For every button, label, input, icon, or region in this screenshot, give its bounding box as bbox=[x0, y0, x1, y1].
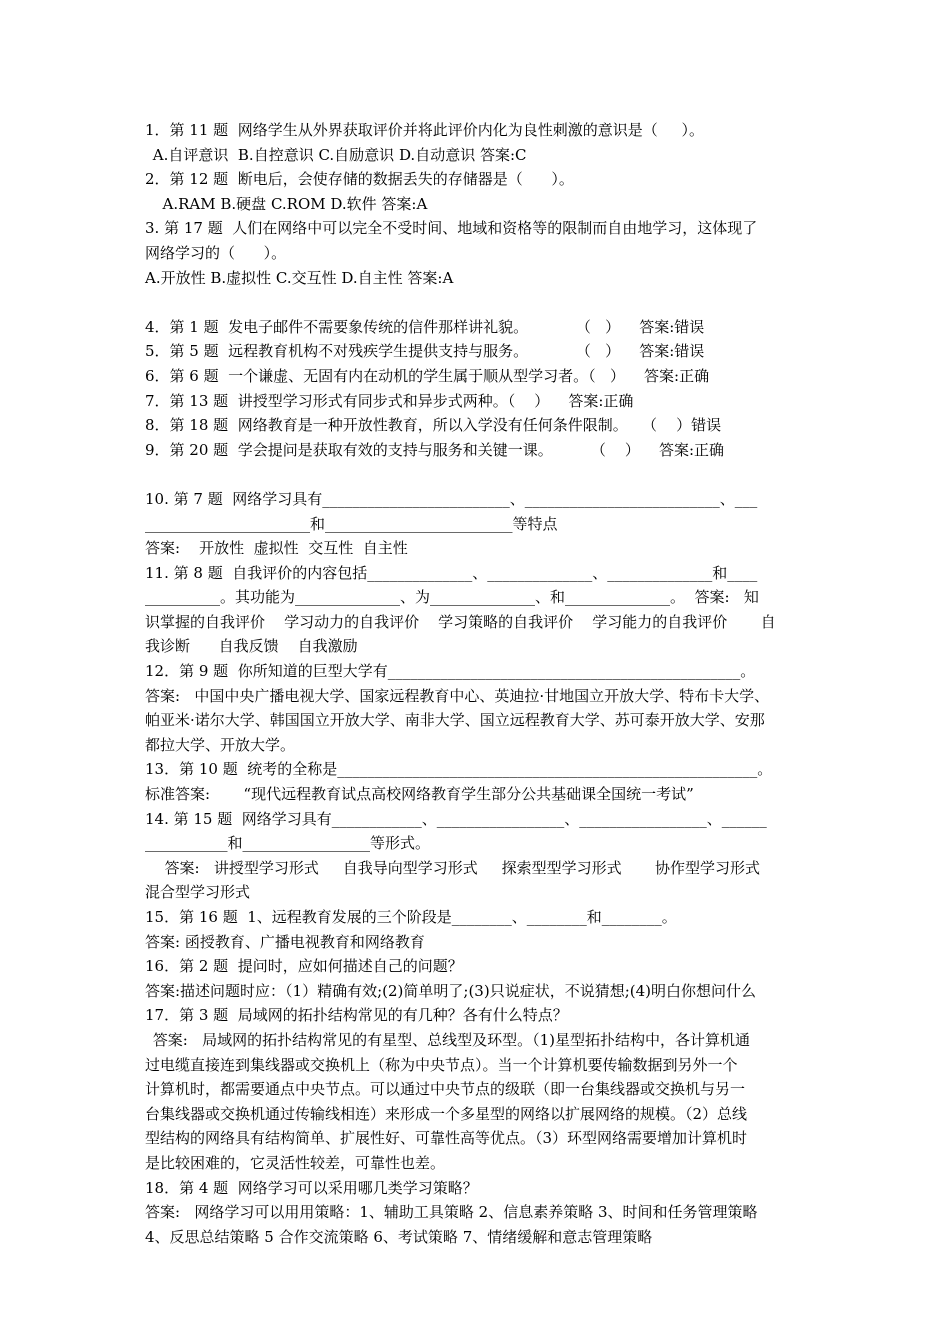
question-1-options: A.自评意识 B.自控意识 C.自励意识 D.自动意识 答案:C bbox=[148, 145, 527, 164]
document-body bbox=[145, 118, 810, 1249]
question-2-line: 2．第 12 题 断电后，会使存储的数据丢失的存储器是（ ）。 bbox=[145, 170, 574, 189]
question-9-line: 9．第 20 题 学会提问是获取有效的支持与服务和关键一课。 （ ） 答案:正确 bbox=[145, 440, 725, 459]
question-13-line: 13．第 10 题 统考的全称是________________________________________________________。 bbox=[145, 760, 773, 779]
question-3-line: 3. 第 17 题 人们在网络中可以完全不受时间、地域和资格等的限制而自由地学习，这体现了 bbox=[145, 219, 758, 238]
question-11-line-cont: __________。其功能为______________、为______________、和______________。 答案: 知 bbox=[145, 588, 759, 607]
question-7-line: 7．第 13 题 讲授型学习形式有同步式和异步式两种。（ ） 答案:正确 bbox=[145, 391, 634, 410]
question-17-line: 17．第 3 题 局域网的拓扑结构常见的有几种？各有什么特点？ bbox=[145, 1006, 568, 1025]
question-4-line: 4．第 1 题 发电子邮件不需要象传统的信件那样讲礼貌。 （ ） 答案:错误 bbox=[145, 317, 705, 336]
question-11-line: 11. 第 8 题 自我评价的内容包括______________、______________、______________和____ bbox=[145, 563, 758, 582]
question-1-line: 1．第 11 题 网络学生从外界获取评价并将此评价内化为良性刺激的意识是（ ）。 bbox=[145, 121, 705, 139]
question-18-answer-cont: 4、反思总结策略 5 合作交流策略 6、考试策略 7、情绪缓解和意志管理策略 bbox=[145, 1227, 653, 1246]
question-12-line: 12．第 9 题 你所知道的巨型大学有_______________________________________________。 bbox=[145, 662, 756, 681]
question-16-answer: 答案:描述问题时应：（1）精确有效;(2)简单明了;(3)只说症状，不说猜想;(4)明白你想问什么 bbox=[145, 981, 757, 1000]
question-8-line: 8．第 18 题 网络教育是一种开放性教育，所以入学没有任何条件限制。 （ ）错误 bbox=[145, 416, 722, 435]
question-12-answer-cont: 帕亚米·诺尔大学、韩国国立开放大学、南非大学、国立远程教育大学、苏可泰开放大学、安那 bbox=[145, 711, 765, 730]
question-17-answer-cont: 计算机时，都需要通点中央节点。可以通过中央节点的级联（即一台集线器或交换机与另一 bbox=[145, 1080, 746, 1099]
question-12-answer-cont: 都拉大学、开放大学。 bbox=[145, 735, 296, 754]
question-6-line: 6．第 6 题 一个谦虚、无固有内在动机的学生属于顺从型学习者。（ ） 答案:正确 bbox=[145, 366, 710, 385]
question-16-line: 16．第 2 题 提问时，应如何描述自己的问题？ bbox=[145, 957, 463, 976]
question-13-answer: 标准答案: “现代远程教育试点高校网络教育学生部分公共基础课全国统一考试” bbox=[145, 785, 694, 804]
question-2-options: A.RAM B.硬盘 C.ROM D.软件 答案:A bbox=[153, 194, 428, 213]
question-18-answer: 答案: 网络学习可以用用策略：1、辅助工具策略 2、信息素养策略 3、时间和任务管理策略 bbox=[145, 1203, 758, 1222]
question-15-answer: 答案: 函授教育、广播电视教育和网络教育 bbox=[145, 932, 425, 951]
question-5-line: 5．第 5 题 远程教育机构不对残疾学生提供支持与服务。 （ ） 答案:错误 bbox=[145, 342, 705, 361]
spacer bbox=[145, 462, 810, 487]
question-17-answer-cont: 是比较困难的，它灵活性较差，可靠性也差。 bbox=[145, 1153, 446, 1172]
spacer bbox=[145, 290, 810, 315]
question-3-line-cont: 网络学习的（ ）。 bbox=[145, 243, 287, 262]
question-10-answer: 答案: 开放性 虚拟性 交互性 自主性 bbox=[145, 539, 408, 558]
question-11-answer: 识掌握的自我评价 学习动力的自我评价 学习策略的自我评价 学习能力的自我评价 自 bbox=[145, 612, 776, 631]
question-14-line: 14. 第 15 题 网络学习具有____________、_________________、_________________、______ bbox=[145, 809, 767, 828]
question-15-line: 15．第 16 题 1、远程教育发展的三个阶段是________、________和________。 bbox=[145, 908, 677, 926]
question-11-answer-cont: 我诊断 自我反馈 自我激励 bbox=[145, 637, 358, 656]
question-17-answer: 答案: 局域网的拓扑结构常见的有星型、总线型及环型。（1)星型拓扑结构中，各计算机通 bbox=[148, 1030, 751, 1049]
question-10-line-cont: ______________________和_________________________等特点 bbox=[145, 514, 558, 533]
question-14-answer-cont: 混合型学习形式 bbox=[145, 883, 251, 902]
question-17-answer-cont: 过电缆直接连到集线器或交换机上（称为中央节点）。当一个计算机要传输数据到另外一个 bbox=[145, 1055, 738, 1074]
question-3-options: A.开放性 B.虚拟性 C.交互性 D.自主性 答案:A bbox=[145, 268, 454, 287]
question-10-line: 10. 第 7 题 网络学习具有_________________________、__________________________、___ bbox=[145, 489, 758, 508]
question-18-line: 18．第 4 题 网络学习可以采用哪几类学习策略？ bbox=[145, 1178, 478, 1197]
question-17-answer-cont: 台集线器或交换机通过传输线相连）来形成一个多星型的网络以扩展网络的规模。（2）总线 bbox=[145, 1104, 748, 1123]
question-17-answer-cont: 型结构的网络具有结构简单、扩展性好、可靠性高等优点。（3）环型网络需要增加计算机时 bbox=[145, 1129, 748, 1148]
question-12-answer: 答案: 中国中央广播电视大学、国家远程教育中心、英迪拉·甘地国立开放大学、特布卡大学、 bbox=[145, 686, 770, 705]
question-14-line-cont: ___________和_________________等形式。 bbox=[145, 834, 431, 853]
question-14-answer: 答案: 讲授型学习形式 自我导向型学习形式 探索型型学习形式 协作型学习形式 bbox=[155, 858, 760, 877]
